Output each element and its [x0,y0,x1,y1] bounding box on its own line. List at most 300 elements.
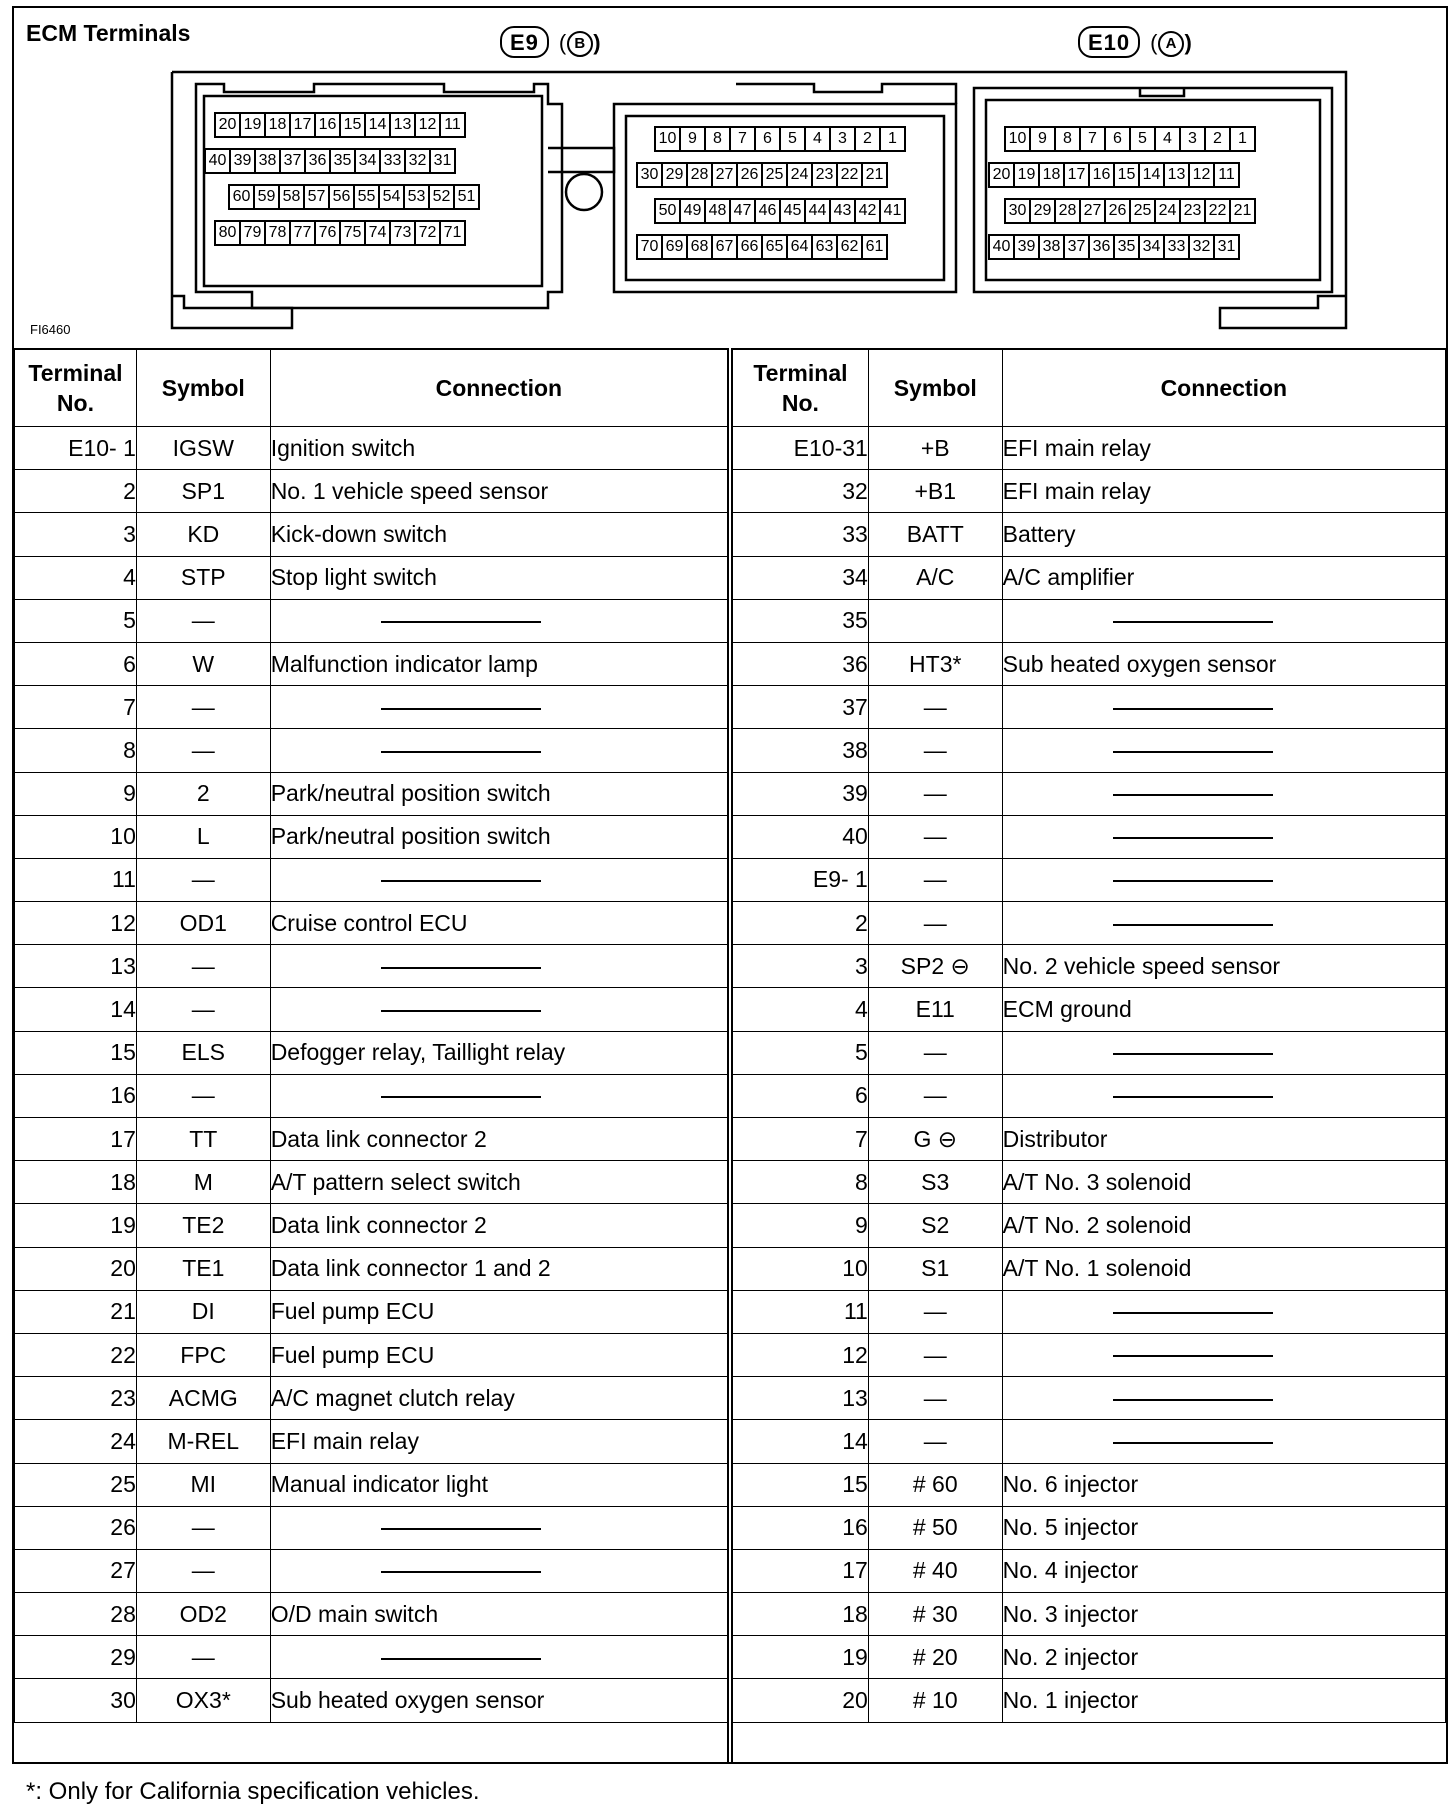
symbol-cell: OX3* [136,1679,270,1722]
no-connection-line [381,880,541,882]
terminal-no-cell: 3 [733,945,869,988]
pin-cell: 4 [804,126,831,152]
connection-cell-empty [1002,772,1445,815]
pin-cell: 23 [811,162,838,188]
pin-cell: 7 [729,126,756,152]
terminal-no-cell: 8 [733,1161,869,1204]
mounting-hole [566,174,602,210]
connection-cell-empty [270,1074,727,1117]
terminal-no-cell: 15 [15,1031,137,1074]
table-row [733,988,1446,1031]
terminal-no-cell: 20 [733,1679,869,1722]
table-row [733,902,1446,945]
left-bridge-top [548,148,614,172]
connection-cell: A/T pattern select switch [270,1161,727,1204]
no-connection-line [381,751,541,753]
pin-cell: 35 [329,148,356,174]
ecm-terminal-frame [12,6,1448,1764]
table-row [15,1506,728,1549]
table-row [733,1074,1446,1117]
connection-cell-empty [270,988,727,1031]
terminal-no-cell: E9- 1 [733,858,869,901]
pin-cell: 13 [389,112,416,138]
pin-cell: 6 [1104,126,1131,152]
terminal-no-cell: 10 [15,815,137,858]
pin-cell: 12 [1188,162,1215,188]
pin-cell: 36 [1088,234,1115,260]
symbol-cell: FPC [136,1333,270,1376]
pin-cell: 24 [1154,198,1181,224]
no-connection-line [381,1096,541,1098]
table-header-row [733,349,1446,427]
pin-cell: 63 [811,234,838,260]
pin-cell: 27 [711,162,738,188]
symbol-cell: — [868,858,1002,901]
connector-letter-e10: A [1158,31,1184,57]
terminal-no-cell: 3 [15,513,137,556]
table-row [15,902,728,945]
symbol-cell: — [136,988,270,1031]
table-row [733,686,1446,729]
table-row [15,427,728,470]
pin-cell: 22 [836,162,863,188]
pin-cell: 2 [854,126,881,152]
terminal-no-cell: 18 [15,1161,137,1204]
no-connection-line [381,1010,541,1012]
connection-cell: Sub heated oxygen sensor [270,1679,727,1722]
no-connection-line [381,621,541,623]
terminal-no-cell: 35 [733,599,869,642]
pin-cell: 58 [278,184,305,210]
pin-row [988,162,1238,188]
connection-cell-empty [1002,1333,1445,1376]
table-divider [727,348,733,1762]
symbol-cell: S2 [868,1204,1002,1247]
pin-cell: 79 [239,220,266,246]
pin-cell: 61 [861,234,888,260]
page-title: ECM Terminals [26,20,191,46]
pin-cell: 66 [736,234,763,260]
symbol-cell [868,599,1002,642]
table-row [15,1031,728,1074]
connection-cell: A/C amplifier [1002,556,1445,599]
pin-cell: 30 [1004,198,1031,224]
symbol-cell: — [868,1333,1002,1376]
connection-cell: ECM ground [1002,988,1445,1031]
connection-cell: Park/neutral position switch [270,772,727,815]
pin-cell: 2 [1204,126,1231,152]
table-row [15,1377,728,1420]
pin-cell: 17 [289,112,316,138]
terminal-no-cell: 37 [733,686,869,729]
symbol-cell: TE2 [136,1204,270,1247]
pin-cell: 77 [289,220,316,246]
symbol-cell: OD1 [136,902,270,945]
pin-cell: 40 [204,148,231,174]
terminal-no-cell: 13 [733,1377,869,1420]
symbol-cell: — [868,772,1002,815]
connection-cell: Data link connector 2 [270,1204,727,1247]
footnote: *: Only for California specification vehicles. [26,1778,480,1805]
terminal-no-cell: 20 [15,1247,137,1290]
symbol-cell: # 30 [868,1593,1002,1636]
table-row [15,599,728,642]
pin-cell: 53 [403,184,430,210]
table-row [15,1204,728,1247]
table-row [15,1333,728,1376]
symbol-cell: — [136,729,270,772]
no-connection-line [1113,794,1273,796]
connection-cell-empty [1002,729,1445,772]
table-row [733,1333,1446,1376]
table-row [733,1549,1446,1592]
terminal-no-cell: 9 [15,772,137,815]
terminal-no-cell: 14 [15,988,137,1031]
symbol-cell: DI [136,1290,270,1333]
pin-row [214,220,464,246]
connection-cell: Defogger relay, Taillight relay [270,1031,727,1074]
terminal-no-cell: 28 [15,1593,137,1636]
terminal-no-cell: 17 [15,1118,137,1161]
table-row [15,1290,728,1333]
figure-code: FI6460 [30,322,71,337]
pin-cell: 42 [854,198,881,224]
connection-cell: Sub heated oxygen sensor [1002,642,1445,685]
terminal-no-cell: 17 [733,1549,869,1592]
terminal-no-cell: E10-31 [733,427,869,470]
pin-cell: 5 [1129,126,1156,152]
pin-cell: 1 [879,126,906,152]
pin-cell: 25 [1129,198,1156,224]
connection-cell-empty [1002,686,1445,729]
symbol-cell: — [868,686,1002,729]
pin-cell: 13 [1163,162,1190,188]
symbol-cell: — [136,945,270,988]
table-row [733,772,1446,815]
terminal-no-cell: 4 [733,988,869,1031]
connection-cell: Fuel pump ECU [270,1333,727,1376]
table-row [733,599,1446,642]
terminal-no-cell: 29 [15,1636,137,1679]
table-row [15,1593,728,1636]
header-symbol: Symbol [136,349,270,427]
connection-cell-empty [1002,1031,1445,1074]
no-connection-line [1113,1312,1273,1314]
connection-cell-empty [270,1506,727,1549]
pin-row [1004,198,1254,224]
table-row [733,1506,1446,1549]
pin-cell: 57 [303,184,330,210]
symbol-cell: 2 [136,772,270,815]
connection-cell-empty [1002,902,1445,945]
table-row [733,427,1446,470]
terminal-no-cell: 4 [15,556,137,599]
connector-code-e9: E9 [500,26,549,58]
pin-cell: 4 [1154,126,1181,152]
pin-cell: 14 [364,112,391,138]
table-row [15,1549,728,1592]
connection-cell: A/T No. 2 solenoid [1002,1204,1445,1247]
pin-cell: 19 [239,112,266,138]
symbol-cell: # 50 [868,1506,1002,1549]
terminal-no-cell: 2 [15,470,137,513]
pin-cell: 20 [214,112,241,138]
terminal-no-cell: 11 [733,1290,869,1333]
pin-cell: 30 [636,162,663,188]
connector-letter-e9: B [567,31,593,57]
pin-cell: 3 [829,126,856,152]
symbol-cell: — [136,599,270,642]
symbol-cell: — [868,1074,1002,1117]
connector-label-e9: E9 ( B ) [500,26,602,58]
pin-cell: 51 [453,184,480,210]
symbol-cell: M-REL [136,1420,270,1463]
pin-cell: 5 [779,126,806,152]
terminal-no-cell: 19 [733,1636,869,1679]
table-row [733,815,1446,858]
symbol-cell: IGSW [136,427,270,470]
pin-cell: 54 [378,184,405,210]
connection-cell: A/C magnet clutch relay [270,1377,727,1420]
pin-cell: 72 [414,220,441,246]
connection-cell-empty [1002,1290,1445,1333]
table-row [733,1420,1446,1463]
connection-cell-empty [1002,858,1445,901]
connection-cell: O/D main switch [270,1593,727,1636]
pin-cell: 47 [729,198,756,224]
pin-cell: 73 [389,220,416,246]
symbol-cell: — [868,729,1002,772]
right-connector-shell [974,88,1332,292]
pin-cell: 64 [786,234,813,260]
pin-cell: 10 [654,126,681,152]
table-row [733,470,1446,513]
symbol-cell: BATT [868,513,1002,556]
pin-cell: 76 [314,220,341,246]
pin-cell: 59 [253,184,280,210]
no-connection-line [1113,924,1273,926]
table-row [733,1463,1446,1506]
terminal-table-left [14,348,728,1723]
no-connection-line [1113,880,1273,882]
symbol-cell: +B [868,427,1002,470]
pin-cell: 31 [1213,234,1240,260]
table-row [15,1118,728,1161]
connection-cell-empty [270,729,727,772]
pin-cell: 23 [1179,198,1206,224]
symbol-cell: W [136,642,270,685]
pin-cell: 11 [439,112,466,138]
connection-cell: EFI main relay [1002,427,1445,470]
connection-cell-empty [1002,1420,1445,1463]
terminal-no-cell: 6 [15,642,137,685]
symbol-cell: A/C [868,556,1002,599]
pin-cell: 9 [1029,126,1056,152]
connection-cell: Manual indicator light [270,1463,727,1506]
terminal-no-cell: 25 [15,1463,137,1506]
pin-cell: 39 [229,148,256,174]
pin-row [1004,126,1254,152]
connection-cell: No. 1 injector [1002,1679,1445,1722]
header-connection: Connection [270,349,727,427]
symbol-cell: G ⊖ [868,1118,1002,1161]
connection-cell-empty [1002,815,1445,858]
pin-row [654,198,904,224]
terminal-no-cell: 27 [15,1549,137,1592]
table-row [15,772,728,815]
pin-cell: 28 [1054,198,1081,224]
connection-cell: EFI main relay [270,1420,727,1463]
terminal-no-cell: 16 [15,1074,137,1117]
pin-cell: 37 [279,148,306,174]
table-row [15,1247,728,1290]
terminal-no-cell: E10- 1 [15,427,137,470]
pin-cell: 15 [339,112,366,138]
pin-cell: 6 [754,126,781,152]
pin-cell: 78 [264,220,291,246]
pin-cell: 26 [1104,198,1131,224]
pin-cell: 43 [829,198,856,224]
symbol-cell: SP1 [136,470,270,513]
table-row [15,513,728,556]
terminal-no-cell: 30 [15,1679,137,1722]
pin-cell: 34 [1138,234,1165,260]
table-row [733,1204,1446,1247]
no-connection-line [1113,1096,1273,1098]
no-connection-line [381,1571,541,1573]
connection-cell: Cruise control ECU [270,902,727,945]
connection-cell: No. 2 injector [1002,1636,1445,1679]
table-row [15,1679,728,1722]
pin-cell: 55 [353,184,380,210]
table-row [733,945,1446,988]
header-symbol: Symbol [868,349,1002,427]
terminal-no-cell: 39 [733,772,869,815]
pin-cell: 27 [1079,198,1106,224]
pin-cell: 75 [339,220,366,246]
symbol-cell: — [136,1549,270,1592]
pin-cell: 17 [1063,162,1090,188]
connection-cell: Data link connector 2 [270,1118,727,1161]
pin-cell: 36 [304,148,331,174]
pin-cell: 80 [214,220,241,246]
no-connection-line [381,1658,541,1660]
pin-cell: 32 [404,148,431,174]
pin-cell: 33 [379,148,406,174]
terminal-no-cell: 16 [733,1506,869,1549]
terminal-no-cell: 8 [15,729,137,772]
terminal-no-cell: 21 [15,1290,137,1333]
symbol-cell: MI [136,1463,270,1506]
connection-cell: Distributor [1002,1118,1445,1161]
pin-cell: 60 [228,184,255,210]
table-row [733,1679,1446,1722]
pin-cell: 56 [328,184,355,210]
terminal-no-cell: 10 [733,1247,869,1290]
table-row [15,1074,728,1117]
pin-cell: 65 [761,234,788,260]
pin-cell: 26 [736,162,763,188]
terminal-no-cell: 26 [15,1506,137,1549]
terminal-no-cell: 2 [733,902,869,945]
symbol-cell: # 60 [868,1463,1002,1506]
terminal-no-cell: 6 [733,1074,869,1117]
terminal-no-cell: 38 [733,729,869,772]
terminal-table-right [732,348,1446,1723]
symbol-cell: KD [136,513,270,556]
table-row [15,642,728,685]
connection-cell-empty [270,858,727,901]
connection-cell: No. 1 vehicle speed sensor [270,470,727,513]
connection-cell: EFI main relay [1002,470,1445,513]
pin-row [654,126,904,152]
terminal-no-cell: 23 [15,1377,137,1420]
terminal-no-cell: 5 [733,1031,869,1074]
terminal-no-cell: 24 [15,1420,137,1463]
table-row [15,945,728,988]
table-row [15,815,728,858]
no-connection-line [1113,837,1273,839]
pin-cell: 52 [428,184,455,210]
table-row [733,1636,1446,1679]
connection-cell-empty [270,1636,727,1679]
no-connection-line [381,967,541,969]
header-terminal-no: Terminal No. [733,349,869,427]
connection-cell: Kick-down switch [270,513,727,556]
table-row [733,729,1446,772]
pin-cell: 15 [1113,162,1140,188]
table-row [15,686,728,729]
symbol-cell: STP [136,556,270,599]
pin-cell: 19 [1013,162,1040,188]
terminal-no-cell: 11 [15,858,137,901]
connection-cell: Battery [1002,513,1445,556]
middle-connector-keys [736,84,956,104]
connector-label-e10: E10 ( A ) [1078,26,1193,58]
symbol-cell: — [868,1290,1002,1333]
table-row [733,556,1446,599]
header-terminal-no: Terminal No. [15,349,137,427]
pin-cell: 39 [1013,234,1040,260]
symbol-cell: — [868,1031,1002,1074]
connection-cell: A/T No. 3 solenoid [1002,1161,1445,1204]
symbol-cell: E11 [868,988,1002,1031]
connection-cell: Stop light switch [270,556,727,599]
terminal-no-cell: 40 [733,815,869,858]
pin-cell: 67 [711,234,738,260]
symbol-cell: — [868,1420,1002,1463]
table-row [733,1031,1446,1074]
symbol-cell: ACMG [136,1377,270,1420]
symbol-cell: TT [136,1118,270,1161]
connection-cell: Ignition switch [270,427,727,470]
connection-cell: No. 5 injector [1002,1506,1445,1549]
terminal-no-cell: 34 [733,556,869,599]
symbol-cell: TE1 [136,1247,270,1290]
no-connection-line [1113,751,1273,753]
table-row [733,642,1446,685]
pin-cell: 18 [264,112,291,138]
terminal-no-cell: 13 [15,945,137,988]
table-row [15,470,728,513]
pin-cell: 10 [1004,126,1031,152]
pin-cell: 71 [439,220,466,246]
pin-cell: 74 [364,220,391,246]
symbol-cell: S3 [868,1161,1002,1204]
pin-cell: 16 [1088,162,1115,188]
no-connection-line [381,1528,541,1530]
table-header-row [15,349,728,427]
